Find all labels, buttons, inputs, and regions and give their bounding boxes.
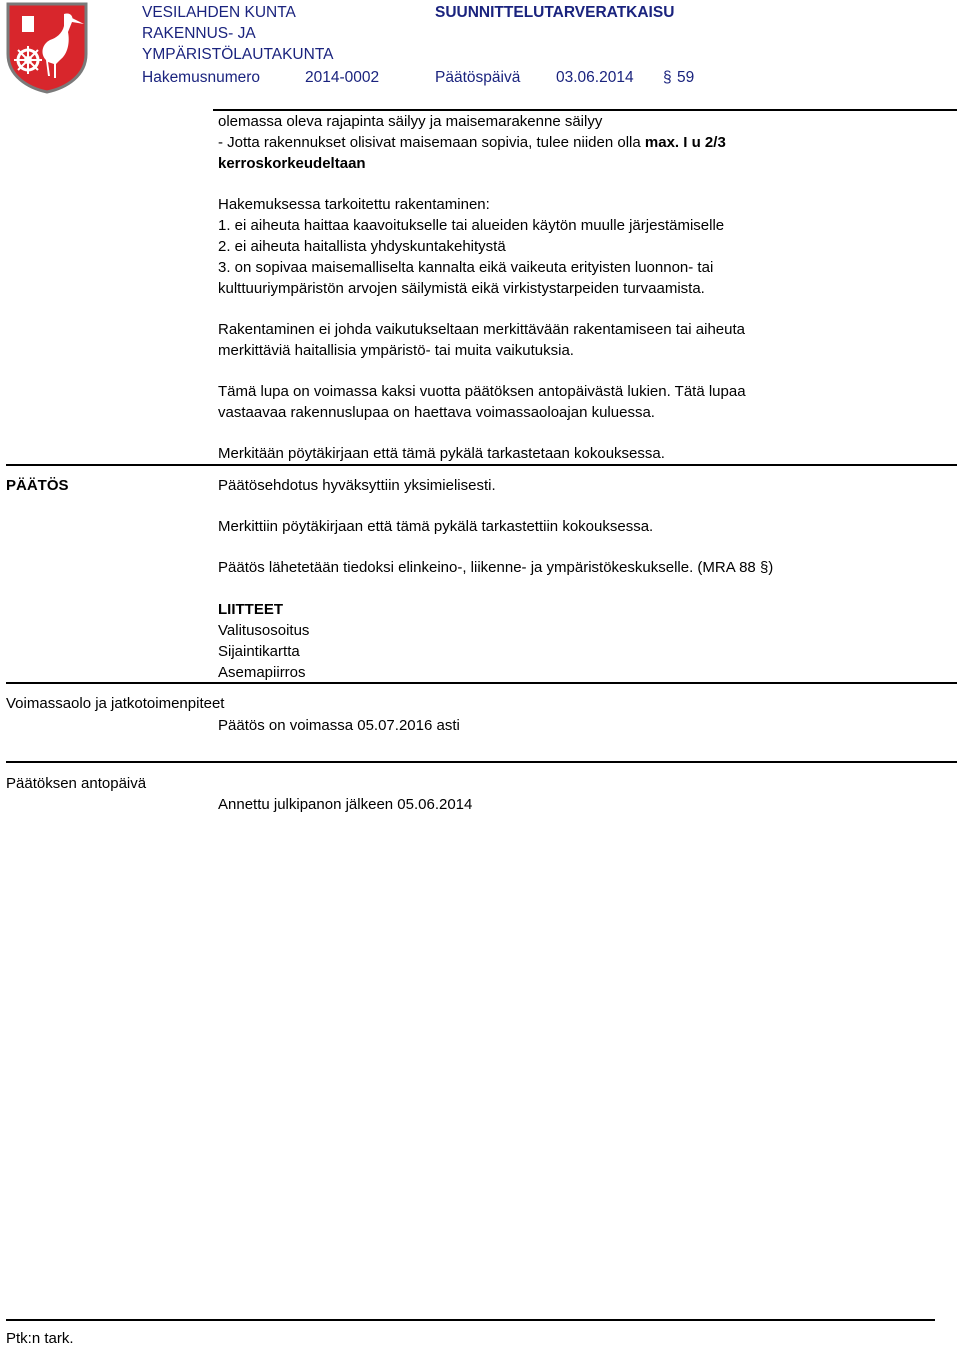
decision-line-reference: MRA 88 §) — [702, 559, 774, 576]
board-name-line1: RAKENNUS- JA — [142, 25, 256, 42]
body-line: kerroskorkeudeltaan — [218, 155, 366, 172]
attachment-item: Sijaintikartta — [218, 643, 300, 660]
construction-intro: Hakemuksessa tarkoitettu rakentaminen: — [218, 196, 490, 213]
decision-line: Merkittiin pöytäkirjaan että tämä pykälä tarkastettiin kokouksessa. — [218, 518, 654, 535]
board-name-line2: YMPÄRISTÖLAUTAKUNTA — [142, 46, 334, 63]
section-divider — [6, 464, 957, 466]
body-line: olemassa oleva rajapinta säilyy ja maisemarakenne säilyy — [218, 113, 603, 130]
paragraph-line: vastaavaa rakennuslupaa on haettava voimassaoloajan kuluessa. — [218, 404, 655, 421]
validity-text: Päätös on voimassa 05.07.2016 asti — [218, 717, 460, 734]
paragraph-line: Tämä lupa on voimassa kaksi vuotta päätöksen antopäivästä lukien. Tätä lupaa — [218, 383, 746, 400]
document-type: SUUNNITTELUTARVERATKAISU — [435, 4, 675, 21]
decision-line: Päätösehdotus hyväksyttiin yksimielisesti. — [218, 477, 496, 494]
decision-date: 03.06.2014 — [556, 69, 634, 86]
decision-date-label: Päätöspäivä — [435, 69, 521, 86]
application-number-label: Hakemusnumero — [142, 69, 261, 86]
crane-coat-of-arms-icon — [6, 2, 88, 94]
issue-date-text: Annettu julkipanon jälkeen 05.06.2014 — [218, 796, 473, 813]
body-line-text: - Jotta rakennukset olisivat maisemaan sopivia, tulee niiden olla — [218, 134, 641, 151]
validity-label: Voimassaolo ja jatkotoimenpiteet — [6, 695, 225, 712]
section-divider — [6, 761, 957, 763]
footer-divider — [6, 1319, 935, 1321]
attachment-item: Valitusosoitus — [218, 622, 310, 639]
decision-line-text: Päätös lähetetään tiedoksi elinkeino-, liikenne- ja ympäristökeskukselle. ( — [218, 559, 703, 576]
body-line — [218, 132, 726, 153]
list-item: 2. ei aiheuta haitallista yhdyskuntakehitystä — [218, 238, 506, 255]
list-item: 1. ei aiheuta haittaa kaavoitukselle tai alueiden käytön muulle järjestämiselle — [218, 217, 725, 234]
application-number: 2014-0002 — [305, 69, 380, 86]
decision-line — [218, 557, 773, 578]
issue-date-label: Päätöksen antopäivä — [6, 775, 147, 792]
list-item: 3. on sopivaa maisemalliselta kannalta eikä vaikeuta erityisten luonnon- tai — [218, 259, 714, 276]
organization-name: VESILAHDEN KUNTA — [142, 4, 296, 21]
section-number: 59 — [677, 69, 695, 86]
paragraph-line: merkittäviä haitallisia ympäristö- tai muita vaikutuksia. — [218, 342, 574, 359]
attachment-item: Asemapiirros — [218, 664, 306, 681]
section-symbol: § — [663, 69, 672, 86]
section-divider — [6, 682, 957, 684]
paragraph-line: Merkitään pöytäkirjaan että tämä pykälä tarkastetaan kokouksessa. — [218, 445, 665, 462]
list-item-continuation: kulttuuriympäristön arvojen säilymistä eikä virkistystarpeiden turvaamista. — [218, 280, 705, 297]
paragraph-line: Rakentaminen ei johda vaikutukseltaan merkittävään rakentamiseen tai aiheuta — [218, 321, 745, 338]
attachments-heading: LIITTEET — [218, 601, 283, 618]
minutes-checker-label: Ptk:n tark. — [6, 1330, 74, 1347]
decision-label: PÄÄTÖS — [6, 477, 69, 494]
body-line-emphasis: max. I u 2/3 — [644, 134, 726, 151]
